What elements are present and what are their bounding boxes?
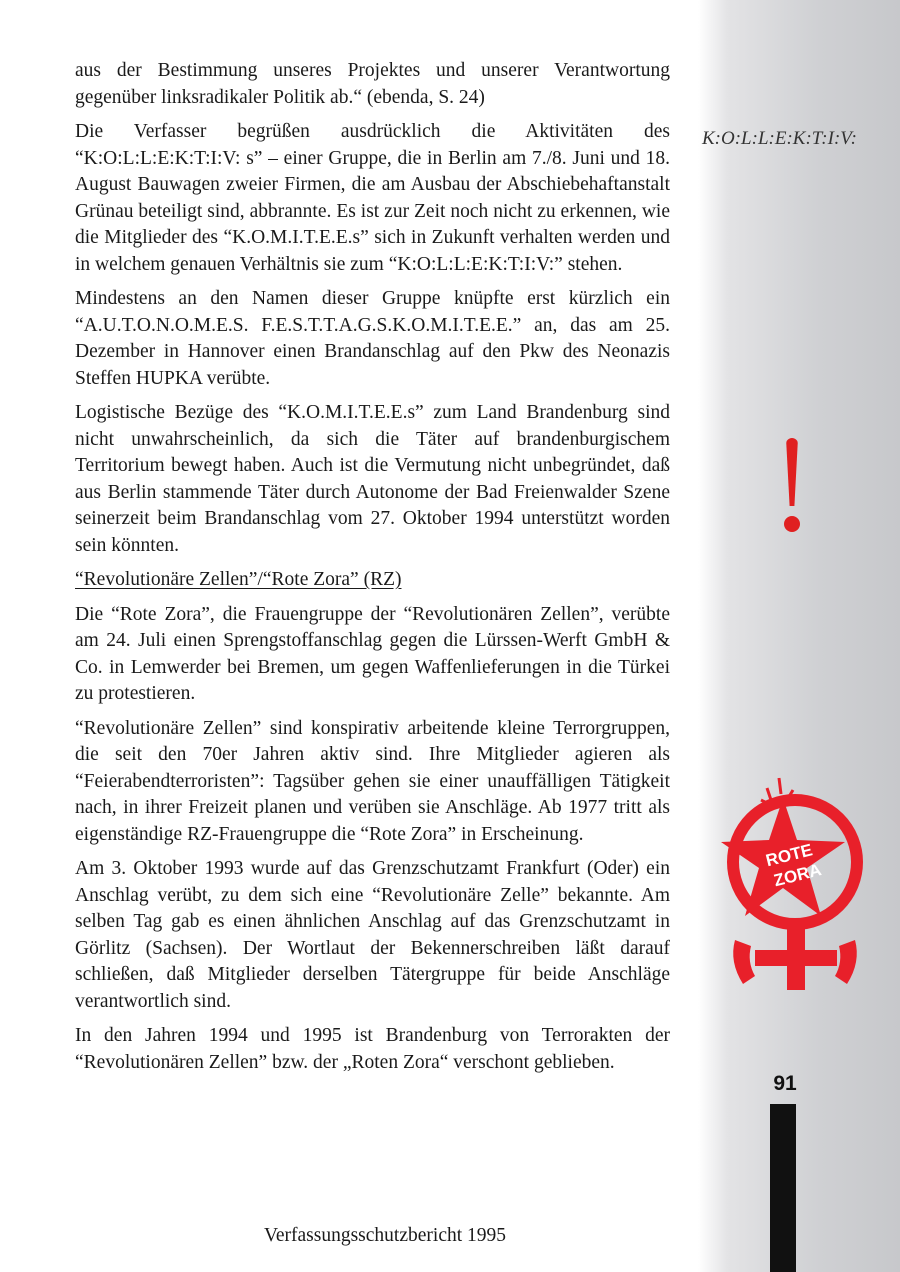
rote-zora-logo	[705, 770, 885, 1000]
paragraph: Die “Rote Zora”, die Frauengruppe der “Revolutionären Zellen”, verübte am 24. Juli einen Sprengstoffanschlag gegen die Lürssen-Werft GmbH & Co. in Lemwerder bei Bremen, um gegen Waffenlieferungen in die Türkei zu protestieren.	[75, 603, 670, 704]
page-tab-bar	[770, 1104, 796, 1272]
section-heading: “Revolutionäre Zellen”/“Rote Zora” (RZ)	[75, 569, 402, 590]
paragraph: Logistische Bezüge des “K.O.M.I.T.E.E.s” zum Land Brandenburg sind nicht unwahrscheinlich, da sich die Täter auf brandenburgischem Territorium bewegt haben. Auch ist die Vermutung nicht unbegründet, daß aus Berlin stammende Täter durch Autonome der Bad Freienwalder Szene seinerzeit beim Brandanschlag vom 27. Oktober 1994 unterstützt worden sein könnten.	[75, 402, 670, 556]
paragraph: Am 3. Oktober 1993 wurde auf das Grenzschutzamt Frankfurt (Oder) ein Anschlag verübt, zu dem sich eine “Revolutionäre Zelle” bekannte. Am selben Tag gab es einen ähnlichen Anschlag auf das Grenzschutzamt in Görlitz (Sachsen). Der Wortlaut der Bekennerschreiben läßt darauf schließen, daß Mitglieder derselben Tätergruppe für beide Anschläge verantwortlich sind.	[75, 858, 670, 1012]
paragraph: In den Jahren 1994 und 1995 ist Brandenburg von Terrorakten der “Revolutionären Zellen” bzw. der „Roten Zora“ verschont geblieben.	[75, 1025, 670, 1073]
logo-text-line2: ZORA	[771, 860, 824, 891]
exclamation-mark-icon	[780, 438, 810, 538]
logo-text-line1: ROTE	[763, 840, 815, 871]
footer: Verfassungsschutzbericht 1995	[263, 1225, 507, 1246]
paragraph: Mindestens an den Namen dieser Gruppe knüpfte erst kürzlich ein “A.U.T.O.N.O.M.E.S. F.E.S.T.T.A.G.S.K.O.M.I.T.E.E.” an, das am 25. Dezember in Hannover einen Brandanschlag auf den Pkw des Neonazis Steffen HUPKA verübte.	[75, 288, 670, 389]
paragraph: Die Verfasser begrüßen ausdrücklich die Aktivitäten des “K:O:L:L:E:K:T:I:V: s” – einer Gruppe, die in Berlin am 7./8. Juni und 18. August Bauwagen zweier Firmen, die am Ausbau der Abschiebehaftanstalt Grünau beteiligt sind, abbrannte. Es ist zur Zeit noch nicht zu erkennen, wie die Mitglieder des “K.O.M.I.T.E.E.s” sich in Zukunft verhalten werden und in welchem genauen Verhältnis sie zum “K:O:L:L:E:K:T:I:V:” stehen.	[75, 121, 670, 275]
paragraph: “Revolutionäre Zellen” sind konspirativ arbeitende kleine Terrorgruppen, die seit den 70er Jahren aktiv sind. Ihre Mitglieder agieren als “Feierabendterroristen”: Tagsüber gehen sie einer unauffälligen Tätigkeit nach, in ihrer Freizeit planen und verüben sie Anschläge. Ab 1977 tritt als eigenständige RZ-Frauengruppe die “Rote Zora” in Erscheinung.	[75, 717, 670, 845]
body-text	[75, 58, 670, 1084]
page-number: 91	[773, 1072, 797, 1095]
margin-note: K:O:L:L:E:K:T:I:V:	[702, 128, 857, 149]
paragraph: aus der Bestimmung unseres Projektes und unserer Verantwortung gegenüber linksradikaler Politik ab.“ (ebenda, S. 24)	[75, 60, 670, 108]
